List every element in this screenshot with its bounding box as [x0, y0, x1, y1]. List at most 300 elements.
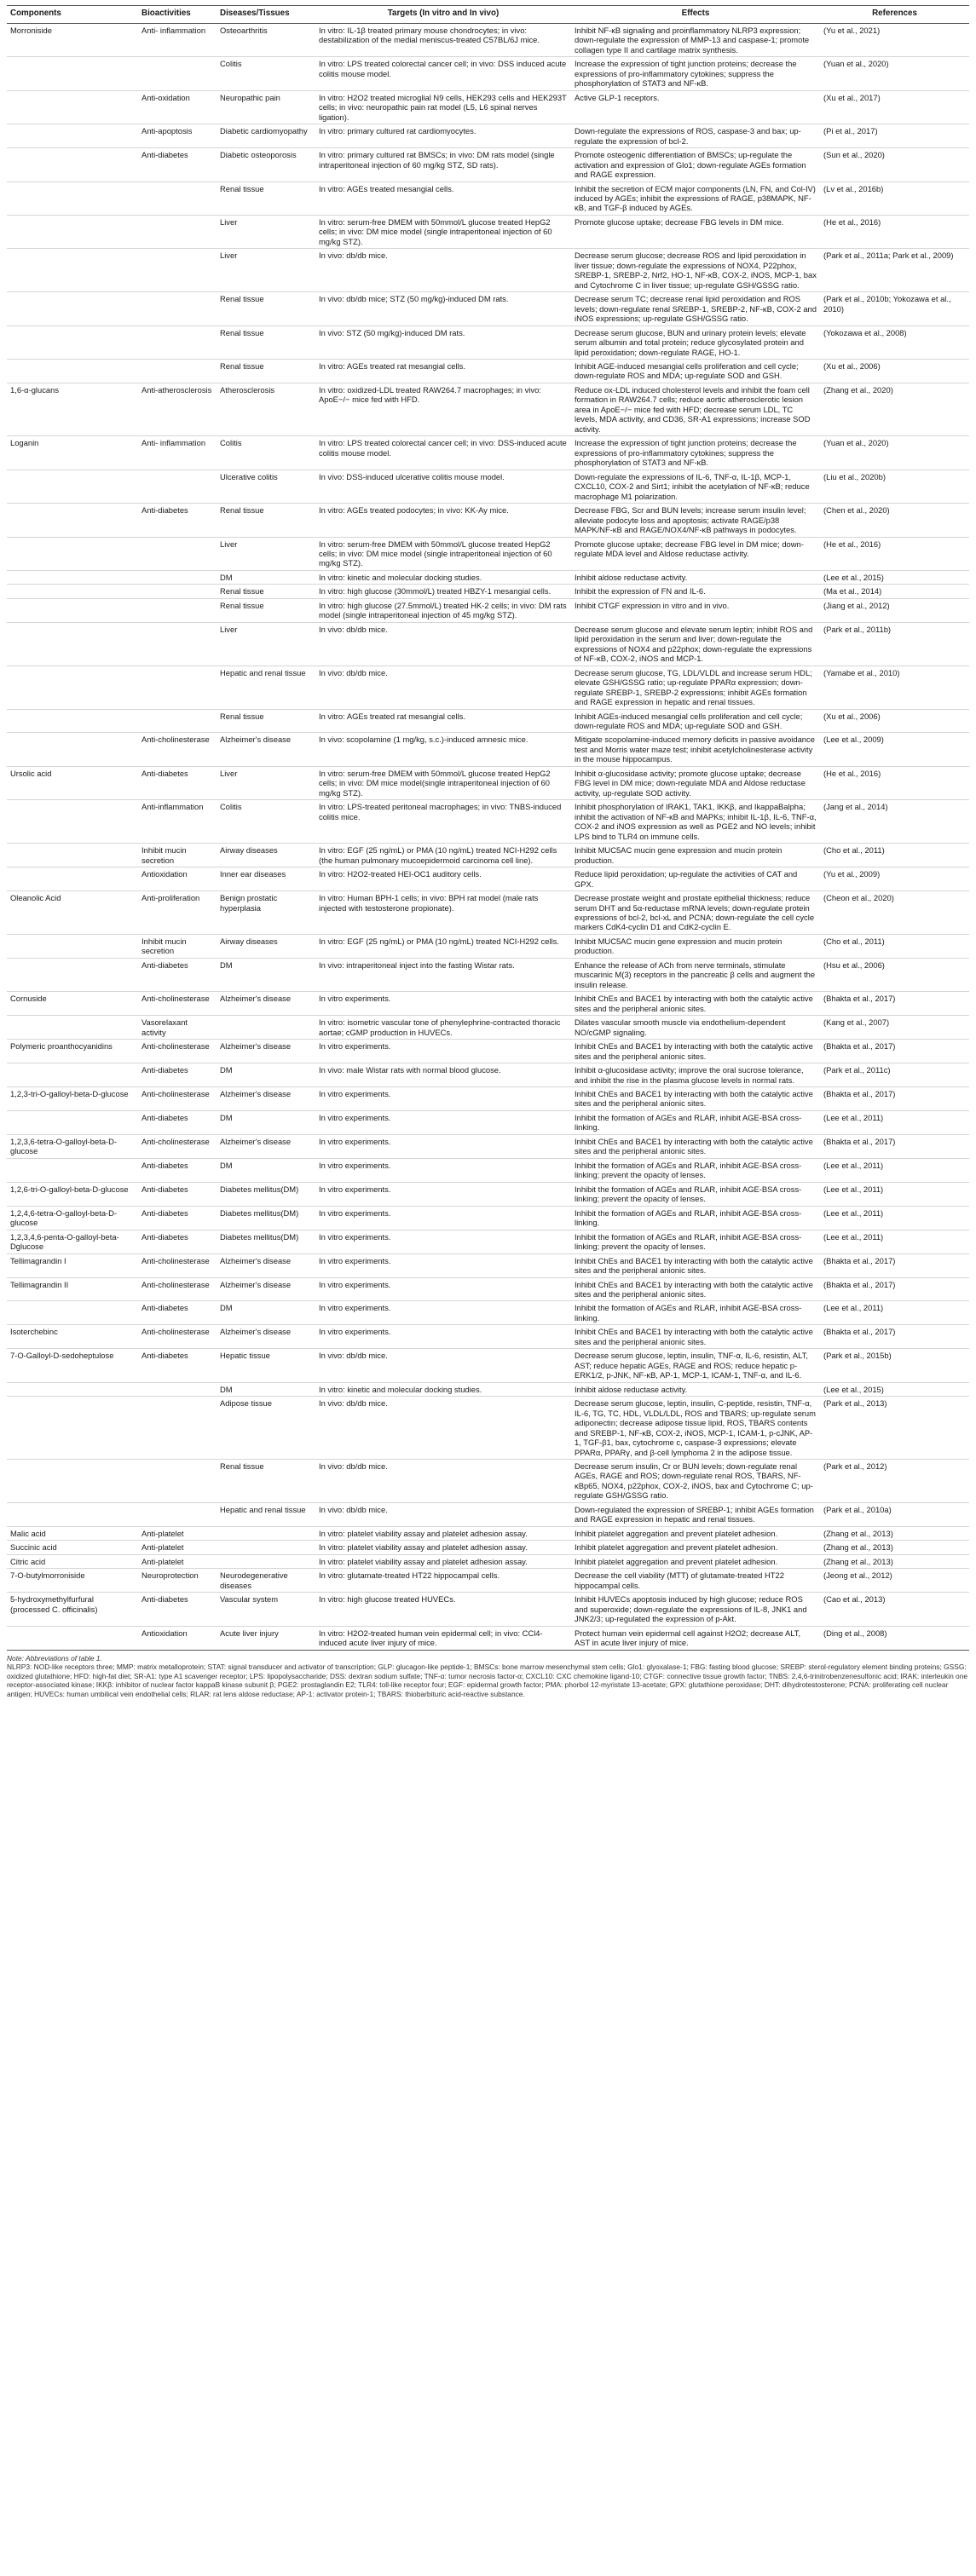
cell-references: (He et al., 2016) — [820, 766, 969, 799]
cell-component — [7, 292, 138, 326]
table-row — [7, 1554, 969, 1568]
cell-disease-tissue: Alzheimer's disease — [217, 1325, 315, 1349]
cell-targets: In vivo: db/db mice. — [315, 1502, 571, 1526]
cell-references: (Lee et al., 2009) — [820, 733, 969, 766]
table-row — [7, 709, 969, 733]
cell-bioactivity: Anti-diabetes — [138, 1206, 217, 1230]
cell-disease-tissue: Alzheimer's disease — [217, 733, 315, 766]
cell-references: (He et al., 2016) — [820, 537, 969, 570]
cell-targets: In vitro: high glucose (27.5mmol/L) treated HK-2 cells; in vivo: DM rats model (single intraperitoneal injection of 45 mg/kg STZ). — [315, 598, 571, 622]
table-row — [7, 992, 969, 1016]
cell-bioactivity: Anti-cholinesterase — [138, 1040, 217, 1063]
cell-disease-tissue — [217, 1526, 315, 1540]
table-row — [7, 1569, 969, 1593]
cell-bioactivity: Anti-diabetes — [138, 504, 217, 537]
cell-targets: In vitro: H2O2-treated HEI-OC1 auditory cells. — [315, 867, 571, 891]
cell-references: (Kang et al., 2007) — [820, 1016, 969, 1040]
cell-effects: Inhibit ChEs and BACE1 by interacting with both the catalytic active sites and the peripheral anionic sites. — [571, 1253, 820, 1277]
cell-references: (Zhang et al., 2013) — [820, 1526, 969, 1540]
cell-disease-tissue: DM — [217, 1158, 315, 1182]
cell-targets: In vitro: kinetic and molecular docking studies. — [315, 570, 571, 584]
table-row — [7, 148, 969, 182]
cell-disease-tissue: DM — [217, 1063, 315, 1087]
cell-effects: Inhibit ChEs and BACE1 by interacting with both the catalytic active sites and the peripheral anionic sites. — [571, 1277, 820, 1301]
cell-effects: Reduce lipid peroxidation; up-regulate the activities of CAT and GPX. — [571, 867, 820, 891]
cell-effects: Down-regulate the expressions of IL-6, TNF-α, IL-1β, MCP-1, CXCL10, COX-2 and Sirt1; inhibit the acetylation of NF-κB; reduce macrophage M1 polarization. — [571, 470, 820, 503]
cell-references: (Park et al., 2013) — [820, 1397, 969, 1460]
table-row — [7, 891, 969, 935]
cell-targets: In vivo: db/db mice. — [315, 622, 571, 666]
table-row — [7, 1626, 969, 1650]
table-row — [7, 622, 969, 666]
bioactivity-table — [7, 5, 969, 1651]
cell-targets: In vitro: serum-free DMEM with 50mmol/L glucose treated HepG2 cells; in vivo: DM mice model(single intraperitoneal injection of 60 mg/kg STZ). — [315, 766, 571, 799]
cell-references: (Bhakta et al., 2017) — [820, 1277, 969, 1301]
cell-component — [7, 733, 138, 766]
table-body — [7, 23, 969, 1650]
cell-disease-tissue: Atherosclerosis — [217, 383, 315, 435]
table-row — [7, 1206, 969, 1230]
cell-disease-tissue: Colitis — [217, 436, 315, 470]
cell-bioactivity: Anti-platelet — [138, 1554, 217, 1568]
cell-disease-tissue: Liver — [217, 249, 315, 292]
cell-bioactivity: Inhibit mucin secretion — [138, 844, 217, 867]
cell-component — [7, 867, 138, 891]
cell-effects: Inhibit aldose reductase activity. — [571, 570, 820, 584]
table-row — [7, 867, 969, 891]
cell-component — [7, 124, 138, 148]
table-row — [7, 124, 969, 148]
cell-targets: In vitro experiments. — [315, 1277, 571, 1301]
cell-component — [7, 1382, 138, 1396]
cell-references: (Lee et al., 2015) — [820, 1382, 969, 1396]
cell-references: (Park et al., 2011c) — [820, 1063, 969, 1087]
cell-references: (Lv et al., 2016b) — [820, 182, 969, 215]
cell-disease-tissue: Inner ear diseases — [217, 867, 315, 891]
cell-targets: In vivo: db/db mice. — [315, 249, 571, 292]
header-components: Components — [7, 6, 138, 24]
cell-component — [7, 360, 138, 383]
cell-bioactivity — [138, 57, 217, 90]
cell-targets: In vitro: platelet viability assay and platelet adhesion assay. — [315, 1554, 571, 1568]
cell-targets: In vitro: platelet viability assay and platelet adhesion assay. — [315, 1541, 571, 1554]
cell-bioactivity: Anti-cholinesterase — [138, 992, 217, 1016]
table-row — [7, 800, 969, 844]
cell-disease-tissue: DM — [217, 958, 315, 991]
cell-disease-tissue: Renal tissue — [217, 292, 315, 326]
table-row — [7, 934, 969, 958]
cell-references: (Bhakta et al., 2017) — [820, 1325, 969, 1349]
cell-effects: Decrease serum glucose; decrease ROS and lipid peroxidation in liver tissue; down-regulate the expressions of NOX4, P22phox, SREBP-1, SREBP-2, Nrf2, HO-1, NF-κB, COX-2, iNOS, MCP-1, bax and Cytochrome C in liver tissue; up-regulate GSH/GSSG ratio. — [571, 249, 820, 292]
cell-effects: Promote osteogenic differentiation of BMSCs; up-regulate the activation and expression of Glo1; down-regulate AGEs formation and RAGE expression. — [571, 148, 820, 182]
cell-bioactivity — [138, 666, 217, 709]
cell-references: (Bhakta et al., 2017) — [820, 1087, 969, 1111]
cell-disease-tissue: Renal tissue — [217, 182, 315, 215]
cell-bioactivity: Anti- inflammation — [138, 23, 217, 56]
cell-references: (He et al., 2016) — [820, 215, 969, 248]
cell-component: Isoterchebinc — [7, 1325, 138, 1349]
header-diseases-tissues: Diseases/Tissues — [217, 6, 315, 24]
cell-bioactivity: Anti-atherosclerosis — [138, 383, 217, 435]
cell-component — [7, 326, 138, 359]
cell-targets: In vitro experiments. — [315, 1230, 571, 1253]
cell-component: Malic acid — [7, 1526, 138, 1540]
cell-bioactivity — [138, 360, 217, 383]
cell-component: 7-O-butylmorroniside — [7, 1569, 138, 1593]
cell-targets: In vitro experiments. — [315, 1087, 571, 1111]
cell-disease-tissue: DM — [217, 1382, 315, 1396]
cell-bioactivity — [138, 622, 217, 666]
cell-bioactivity — [138, 292, 217, 326]
cell-effects: Inhibit ChEs and BACE1 by interacting with both the catalytic active sites and the peripheral anionic sites. — [571, 1040, 820, 1063]
cell-component — [7, 934, 138, 958]
cell-references: (Xu et al., 2006) — [820, 360, 969, 383]
cell-component: 1,2,6-tri-O-galloyl-beta-D-glucose — [7, 1182, 138, 1206]
cell-disease-tissue: Diabetes mellitus(DM) — [217, 1206, 315, 1230]
table-row — [7, 1460, 969, 1503]
table-row — [7, 1182, 969, 1206]
cell-references: (Zhang et al., 2013) — [820, 1541, 969, 1554]
cell-disease-tissue: Benign prostatic hyperplasia — [217, 891, 315, 935]
cell-references: (Bhakta et al., 2017) — [820, 1134, 969, 1158]
cell-component: Citric acid — [7, 1554, 138, 1568]
cell-disease-tissue: Diabetes mellitus(DM) — [217, 1230, 315, 1253]
cell-bioactivity: Antioxidation — [138, 1626, 217, 1650]
cell-bioactivity — [138, 182, 217, 215]
table-row — [7, 182, 969, 215]
cell-effects: Inhibit the formation of AGEs and RLAR, inhibit AGE-BSA cross-linking; prevent the opacity of lenses. — [571, 1182, 820, 1206]
header-references: References — [820, 6, 969, 24]
cell-effects: Inhibit platelet aggregation and prevent platelet adhesion. — [571, 1554, 820, 1568]
cell-component: 1,2,4,6-tetra-O-galloyl-beta-D-glucose — [7, 1206, 138, 1230]
notes-line: Note: Abbreviations of table 1. — [7, 1653, 102, 1663]
cell-disease-tissue: Hepatic tissue — [217, 1349, 315, 1382]
cell-targets: In vivo: STZ (50 mg/kg)-induced DM rats. — [315, 326, 571, 359]
cell-targets: In vitro experiments. — [315, 1301, 571, 1325]
cell-component — [7, 470, 138, 503]
table-row — [7, 1593, 969, 1626]
cell-component — [7, 148, 138, 182]
cell-disease-tissue: Osteoarthritis — [217, 23, 315, 56]
cell-references: (Hsu et al., 2006) — [820, 958, 969, 991]
cell-bioactivity: Anti-diabetes — [138, 1349, 217, 1382]
cell-component — [7, 570, 138, 584]
cell-component — [7, 958, 138, 991]
cell-references: (Jeong et al., 2012) — [820, 1569, 969, 1593]
cell-references: (Lee et al., 2011) — [820, 1158, 969, 1182]
cell-disease-tissue: Renal tissue — [217, 598, 315, 622]
cell-bioactivity — [138, 1397, 217, 1460]
cell-references: (Chen et al., 2020) — [820, 504, 969, 537]
cell-bioactivity — [138, 1502, 217, 1526]
cell-component — [7, 844, 138, 867]
cell-component — [7, 709, 138, 733]
cell-targets: In vitro experiments. — [315, 1040, 571, 1063]
cell-targets: In vitro: LPS treated colorectal cancer cell; in vivo: DSS induced acute colitis mouse model. — [315, 57, 571, 90]
cell-effects: Inhibit ChEs and BACE1 by interacting with both the catalytic active sites and the peripheral anionic sites. — [571, 1325, 820, 1349]
cell-targets: In vivo: db/db mice. — [315, 666, 571, 709]
cell-bioactivity — [138, 537, 217, 570]
cell-bioactivity: Anti-cholinesterase — [138, 733, 217, 766]
table-row — [7, 360, 969, 383]
cell-bioactivity: Anti-diabetes — [138, 1230, 217, 1253]
cell-targets: In vitro experiments. — [315, 992, 571, 1016]
table-row — [7, 1526, 969, 1540]
cell-references: (Lee et al., 2011) — [820, 1182, 969, 1206]
cell-disease-tissue: Alzheimer's disease — [217, 1087, 315, 1111]
cell-references: (Lee et al., 2011) — [820, 1301, 969, 1325]
cell-effects: Active GLP-1 receptors. — [571, 90, 820, 124]
cell-component — [7, 249, 138, 292]
cell-effects: Mitigate scopolamine-induced memory deficits in passive avoidance test and Morris water maze test; inhibit acetylcholinesterase activity in the mouse hippocampus. — [571, 733, 820, 766]
table-row — [7, 249, 969, 292]
cell-disease-tissue: Liver — [217, 537, 315, 570]
cell-disease-tissue: Liver — [217, 622, 315, 666]
table-row — [7, 1063, 969, 1087]
cell-disease-tissue: Acute liver injury — [217, 1626, 315, 1650]
cell-component — [7, 1301, 138, 1325]
cell-effects: Down-regulated the expression of SREBP-1; inhibit AGEs formation and RAGE expression in hepatic and renal tissues. — [571, 1502, 820, 1526]
cell-bioactivity: Anti-proliferation — [138, 891, 217, 935]
cell-effects: Reduce ox-LDL induced cholesterol levels and inhibit the foam cell formation in RAW264.7 cells; reduce aortic atherosclerotic lesion area in ApoE−/− mice fed with HFD; decrease serum LDL, TC levels, MDA activity, and CD36, SR-A1 expressions; increase SOD activity. — [571, 383, 820, 435]
cell-bioactivity: Anti-apoptosis — [138, 124, 217, 148]
table-row — [7, 504, 969, 537]
table-row — [7, 292, 969, 326]
cell-disease-tissue — [217, 1016, 315, 1040]
cell-disease-tissue: Alzheimer's disease — [217, 1277, 315, 1301]
cell-bioactivity: Neuroprotection — [138, 1569, 217, 1593]
table-row — [7, 1253, 969, 1277]
cell-disease-tissue: Adipose tissue — [217, 1397, 315, 1460]
cell-bioactivity: Anti-platelet — [138, 1541, 217, 1554]
cell-component — [7, 585, 138, 598]
cell-targets: In vivo: male Wistar rats with normal blood glucose. — [315, 1063, 571, 1087]
cell-disease-tissue: Hepatic and renal tissue — [217, 1502, 315, 1526]
cell-effects: Inhibit platelet aggregation and prevent platelet adhesion. — [571, 1526, 820, 1540]
cell-bioactivity: Inhibit mucin secretion — [138, 934, 217, 958]
table-row — [7, 1230, 969, 1253]
cell-targets: In vitro experiments. — [315, 1325, 571, 1349]
table-row — [7, 1110, 969, 1134]
cell-component: Ursolic acid — [7, 766, 138, 799]
header-targets: Targets (In vitro and In vivo) — [315, 6, 571, 24]
cell-disease-tissue: Ulcerative colitis — [217, 470, 315, 503]
table-row — [7, 326, 969, 359]
cell-references: (Park et al., 2011a; Park et al., 2009) — [820, 249, 969, 292]
cell-targets: In vitro: high glucose treated HUVECs. — [315, 1593, 571, 1626]
table-row — [7, 1134, 969, 1158]
table-row — [7, 585, 969, 598]
cell-bioactivity: Anti-cholinesterase — [138, 1087, 217, 1111]
cell-effects: Inhibit NF-κB signaling and proinflammatory NLRP3 expression; down-regulate the expression of MMP-13 and caspase-1; promote collagen type II and cartilage matrix synthesis. — [571, 23, 820, 56]
cell-references: (Lee et al., 2015) — [820, 570, 969, 584]
cell-bioactivity: Vasorelaxant activity — [138, 1016, 217, 1040]
cell-effects: Decrease serum glucose, TG, LDL/VLDL and increase serum HDL; elevate GSH/GSSG ratio; up-regulate PPARα expression; down-regulate SREBP-1, SREBP-2 expressions; inhibit AGEs formation and RAGE expression in hepatic and renal tissues. — [571, 666, 820, 709]
cell-targets: In vitro: AGEs treated mesangial cells. — [315, 182, 571, 215]
cell-bioactivity: Antioxidation — [138, 867, 217, 891]
cell-targets: In vitro: H2O2 treated microglial N9 cells, HEK293 cells and HEK293T cells; in vivo: neuropathic pain rat model (L5, L6 spinal nerves ligation). — [315, 90, 571, 124]
cell-references: (Pi et al., 2017) — [820, 124, 969, 148]
cell-component — [7, 90, 138, 124]
cell-disease-tissue — [217, 1554, 315, 1568]
cell-bioactivity — [138, 1460, 217, 1503]
cell-effects: Protect human vein epidermal cell against H2O2; decrease ALT, AST in acute liver injury of mice. — [571, 1626, 820, 1650]
cell-component — [7, 1016, 138, 1040]
cell-effects: Increase the expression of tight junction proteins; decrease the expressions of pro-inflammatory cytokines; suppress the phosphorylation of STAT3 and NF-κB. — [571, 436, 820, 470]
cell-targets: In vitro: glutamate-treated HT22 hippocampal cells. — [315, 1569, 571, 1593]
cell-targets: In vitro: H2O2-treated human vein epidermal cell; in vivo: CCl4-induced acute liver injury of mice. — [315, 1626, 571, 1650]
cell-references: (Zhang et al., 2020) — [820, 383, 969, 435]
cell-component — [7, 215, 138, 248]
cell-disease-tissue: Colitis — [217, 57, 315, 90]
cell-targets: In vitro experiments. — [315, 1158, 571, 1182]
cell-disease-tissue: Airway diseases — [217, 934, 315, 958]
cell-targets: In vitro: primary cultured rat cardiomyocytes. — [315, 124, 571, 148]
table-row — [7, 1087, 969, 1111]
cell-effects: Inhibit ChEs and BACE1 by interacting with both the catalytic active sites and the peripheral anionic sites. — [571, 992, 820, 1016]
cell-disease-tissue: Diabetic cardiomyopathy — [217, 124, 315, 148]
cell-disease-tissue: Alzheimer's disease — [217, 992, 315, 1016]
cell-bioactivity: Anti-diabetes — [138, 1593, 217, 1626]
cell-disease-tissue: Renal tissue — [217, 585, 315, 598]
table-row — [7, 537, 969, 570]
cell-disease-tissue: DM — [217, 1301, 315, 1325]
cell-component — [7, 1063, 138, 1087]
cell-bioactivity — [138, 215, 217, 248]
cell-targets: In vitro: EGF (25 ng/mL) or PMA (10 ng/mL) treated NCI-H292 cells. — [315, 934, 571, 958]
table-notes — [7, 1654, 969, 1699]
cell-effects: Decrease serum glucose, BUN and urinary protein levels; elevate serum albumin and total protein; reduce glycosylated protein and lipid peroxidation; down-regulate RAGE, HO-1. — [571, 326, 820, 359]
header-bioactivities: Bioactivities — [138, 6, 217, 24]
cell-targets: In vitro experiments. — [315, 1134, 571, 1158]
cell-targets: In vitro: primary cultured rat BMSCs; in vivo: DM rats model (single intraperitoneal injection of 60 mg/kg STZ, SD rats). — [315, 148, 571, 182]
cell-targets: In vivo: db/db mice; STZ (50 mg/kg)-induced DM rats. — [315, 292, 571, 326]
cell-component: Succinic acid — [7, 1541, 138, 1554]
cell-references: (Lee et al., 2011) — [820, 1230, 969, 1253]
cell-bioactivity: Anti-cholinesterase — [138, 1134, 217, 1158]
cell-disease-tissue: Renal tissue — [217, 1460, 315, 1503]
cell-references: (Yuan et al., 2020) — [820, 57, 969, 90]
cell-effects: Inhibit the formation of AGEs and RLAR, inhibit AGE-BSA cross-linking. — [571, 1206, 820, 1230]
cell-component — [7, 622, 138, 666]
cell-disease-tissue: DM — [217, 570, 315, 584]
cell-disease-tissue: Diabetes mellitus(DM) — [217, 1182, 315, 1206]
cell-effects: Inhibit aldose reductase activity. — [571, 1382, 820, 1396]
table-row — [7, 666, 969, 709]
cell-disease-tissue: Airway diseases — [217, 844, 315, 867]
cell-disease-tissue: Liver — [217, 766, 315, 799]
cell-references: (Park et al., 2015b) — [820, 1349, 969, 1382]
cell-targets: In vitro: Human BPH-1 cells; in vivo: BPH rat model (male rats injected with testosterone propionate). — [315, 891, 571, 935]
cell-disease-tissue: Diabetic osteoporosis — [217, 148, 315, 182]
cell-references: (Park et al., 2011b) — [820, 622, 969, 666]
table-row — [7, 23, 969, 56]
cell-targets: In vitro experiments. — [315, 1182, 571, 1206]
table-row — [7, 598, 969, 622]
table-row — [7, 1397, 969, 1460]
cell-effects: Inhibit α-glucosidase activity; promote glucose uptake; decrease FBG level in DM mice; down-regulate MDA and Aldose reductase activity, up-regulate SOD activity. — [571, 766, 820, 799]
table-row — [7, 90, 969, 124]
cell-component — [7, 57, 138, 90]
table-row — [7, 215, 969, 248]
cell-component: Morroniside — [7, 23, 138, 56]
cell-disease-tissue: Hepatic and renal tissue — [217, 666, 315, 709]
cell-disease-tissue: Alzheimer's disease — [217, 1040, 315, 1063]
cell-component — [7, 666, 138, 709]
cell-targets: In vitro: EGF (25 ng/mL) or PMA (10 ng/mL) treated NCI-H292 cells (the human pulmonary mucoepidermoid carcinoma cell line). — [315, 844, 571, 867]
cell-component — [7, 1110, 138, 1134]
cell-targets: In vitro: AGEs treated podocytes; in vivo: KK-Ay mice. — [315, 504, 571, 537]
cell-effects: Inhibit ChEs and BACE1 by interacting with both the catalytic active sites and the peripheral anionic sites. — [571, 1134, 820, 1158]
cell-references: (Cho et al., 2011) — [820, 934, 969, 958]
cell-bioactivity: Anti- inflammation — [138, 436, 217, 470]
cell-component: Cornuside — [7, 992, 138, 1016]
header-effects: Effects — [571, 6, 820, 24]
cell-effects: Inhibit phosphorylation of IRAK1, TAK1, IKKβ, and IkappaBalpha; inhibit the activation of NF-κB and MAPKs; inhibit IL-1β, IL-6, TNF-α, COX-2 and iNOS expression as well as PGE2 and NO levels; inhibit LPS bind to TLR4 on immune cells. — [571, 800, 820, 844]
cell-references: (Yuan et al., 2020) — [820, 436, 969, 470]
cell-disease-tissue: Colitis — [217, 800, 315, 844]
cell-disease-tissue: Vascular system — [217, 1593, 315, 1626]
cell-targets: In vitro: AGEs treated rat mesangial cells. — [315, 360, 571, 383]
cell-component: 1,2,3,4,6-penta-O-galloyl-beta-Dglucose — [7, 1230, 138, 1253]
cell-bioactivity: Anti-inflammation — [138, 800, 217, 844]
cell-references: (Cao et al., 2013) — [820, 1593, 969, 1626]
cell-effects: Inhibit HUVECs apoptosis induced by high glucose; reduce ROS and superoxide; down-regulate the expressions of IL-8, JNK1 and JNK2/3; up-regulated the expression of p-Akt. — [571, 1593, 820, 1626]
cell-references: (Yu et al., 2009) — [820, 867, 969, 891]
cell-component — [7, 800, 138, 844]
cell-targets: In vitro: LPS-treated peritoneal macrophages; in vivo: TNBS-induced colitis mice. — [315, 800, 571, 844]
cell-component — [7, 537, 138, 570]
cell-references: (Ding et al., 2008) — [820, 1626, 969, 1650]
cell-component — [7, 504, 138, 537]
cell-references: (Park et al., 2012) — [820, 1460, 969, 1503]
table-row — [7, 383, 969, 435]
cell-bioactivity: Anti-platelet — [138, 1526, 217, 1540]
cell-targets: In vitro: LPS treated colorectal cancer cell; in vivo: DSS-induced acute colitis mouse model. — [315, 436, 571, 470]
cell-bioactivity — [138, 570, 217, 584]
cell-bioactivity: Anti-diabetes — [138, 1301, 217, 1325]
table-row — [7, 733, 969, 766]
table-row — [7, 1301, 969, 1325]
table-row — [7, 1277, 969, 1301]
cell-references: (Bhakta et al., 2017) — [820, 1253, 969, 1277]
table-row — [7, 1158, 969, 1182]
cell-effects: Inhibit the formation of AGEs and RLAR, inhibit AGE-BSA cross-linking; prevent the opacity of lenses. — [571, 1230, 820, 1253]
cell-effects: Inhibit the secretion of ECM major components (LN, FN, and Col-IV) induced by AGEs; inhibit the expressions of RAGE, p38MAPK, NF-κB, and TGF-β induced by AGEs. — [571, 182, 820, 215]
cell-component: Loganin — [7, 436, 138, 470]
cell-component: 1,6-α-glucans — [7, 383, 138, 435]
cell-component: 7-O-Galloyl-D-sedoheptulose — [7, 1349, 138, 1382]
cell-component: 1,2,3,6-tetra-O-galloyl-beta-D-glucose — [7, 1134, 138, 1158]
cell-references: (Cho et al., 2011) — [820, 844, 969, 867]
table-row — [7, 766, 969, 799]
cell-bioactivity: Anti-diabetes — [138, 766, 217, 799]
cell-references: (Cheon et al., 2020) — [820, 891, 969, 935]
cell-effects: Decrease serum TC; decrease renal lipid peroxidation and ROS levels; down-regulate renal SREBP-1, SREBP-2, NF-κB, COX-2 and iNOS expressions; up-regulate GSH/GSSG ratio. — [571, 292, 820, 326]
cell-effects: Inhibit the expression of FN and IL-6. — [571, 585, 820, 598]
cell-effects: Inhibit the formation of AGEs and RLAR, inhibit AGE-BSA cross-linking; prevent the opacity of lenses. — [571, 1158, 820, 1182]
cell-effects: Promote glucose uptake; decrease FBG level in DM mice; down-regulate MDA level and Aldose reductase activity. — [571, 537, 820, 570]
cell-bioactivity: Anti-diabetes — [138, 958, 217, 991]
cell-effects: Inhibit CTGF expression in vitro and in vivo. — [571, 598, 820, 622]
table-row — [7, 958, 969, 991]
cell-effects: Decrease prostate weight and prostate epithelial thickness; reduce serum DHT and 5α-reductase mRNA levels; down-regulate protein expressions of bcl-2, bcl-xL and PCNA; down-regulate the cell cycle markers CdK4-cyclin D1 and CdK2-cyclin E. — [571, 891, 820, 935]
cell-bioactivity: Anti-diabetes — [138, 1063, 217, 1087]
cell-disease-tissue: DM — [217, 1110, 315, 1134]
cell-effects: Promote glucose uptake; decrease FBG levels in DM mice. — [571, 215, 820, 248]
cell-references: (Bhakta et al., 2017) — [820, 1040, 969, 1063]
table-header-row — [7, 6, 969, 24]
